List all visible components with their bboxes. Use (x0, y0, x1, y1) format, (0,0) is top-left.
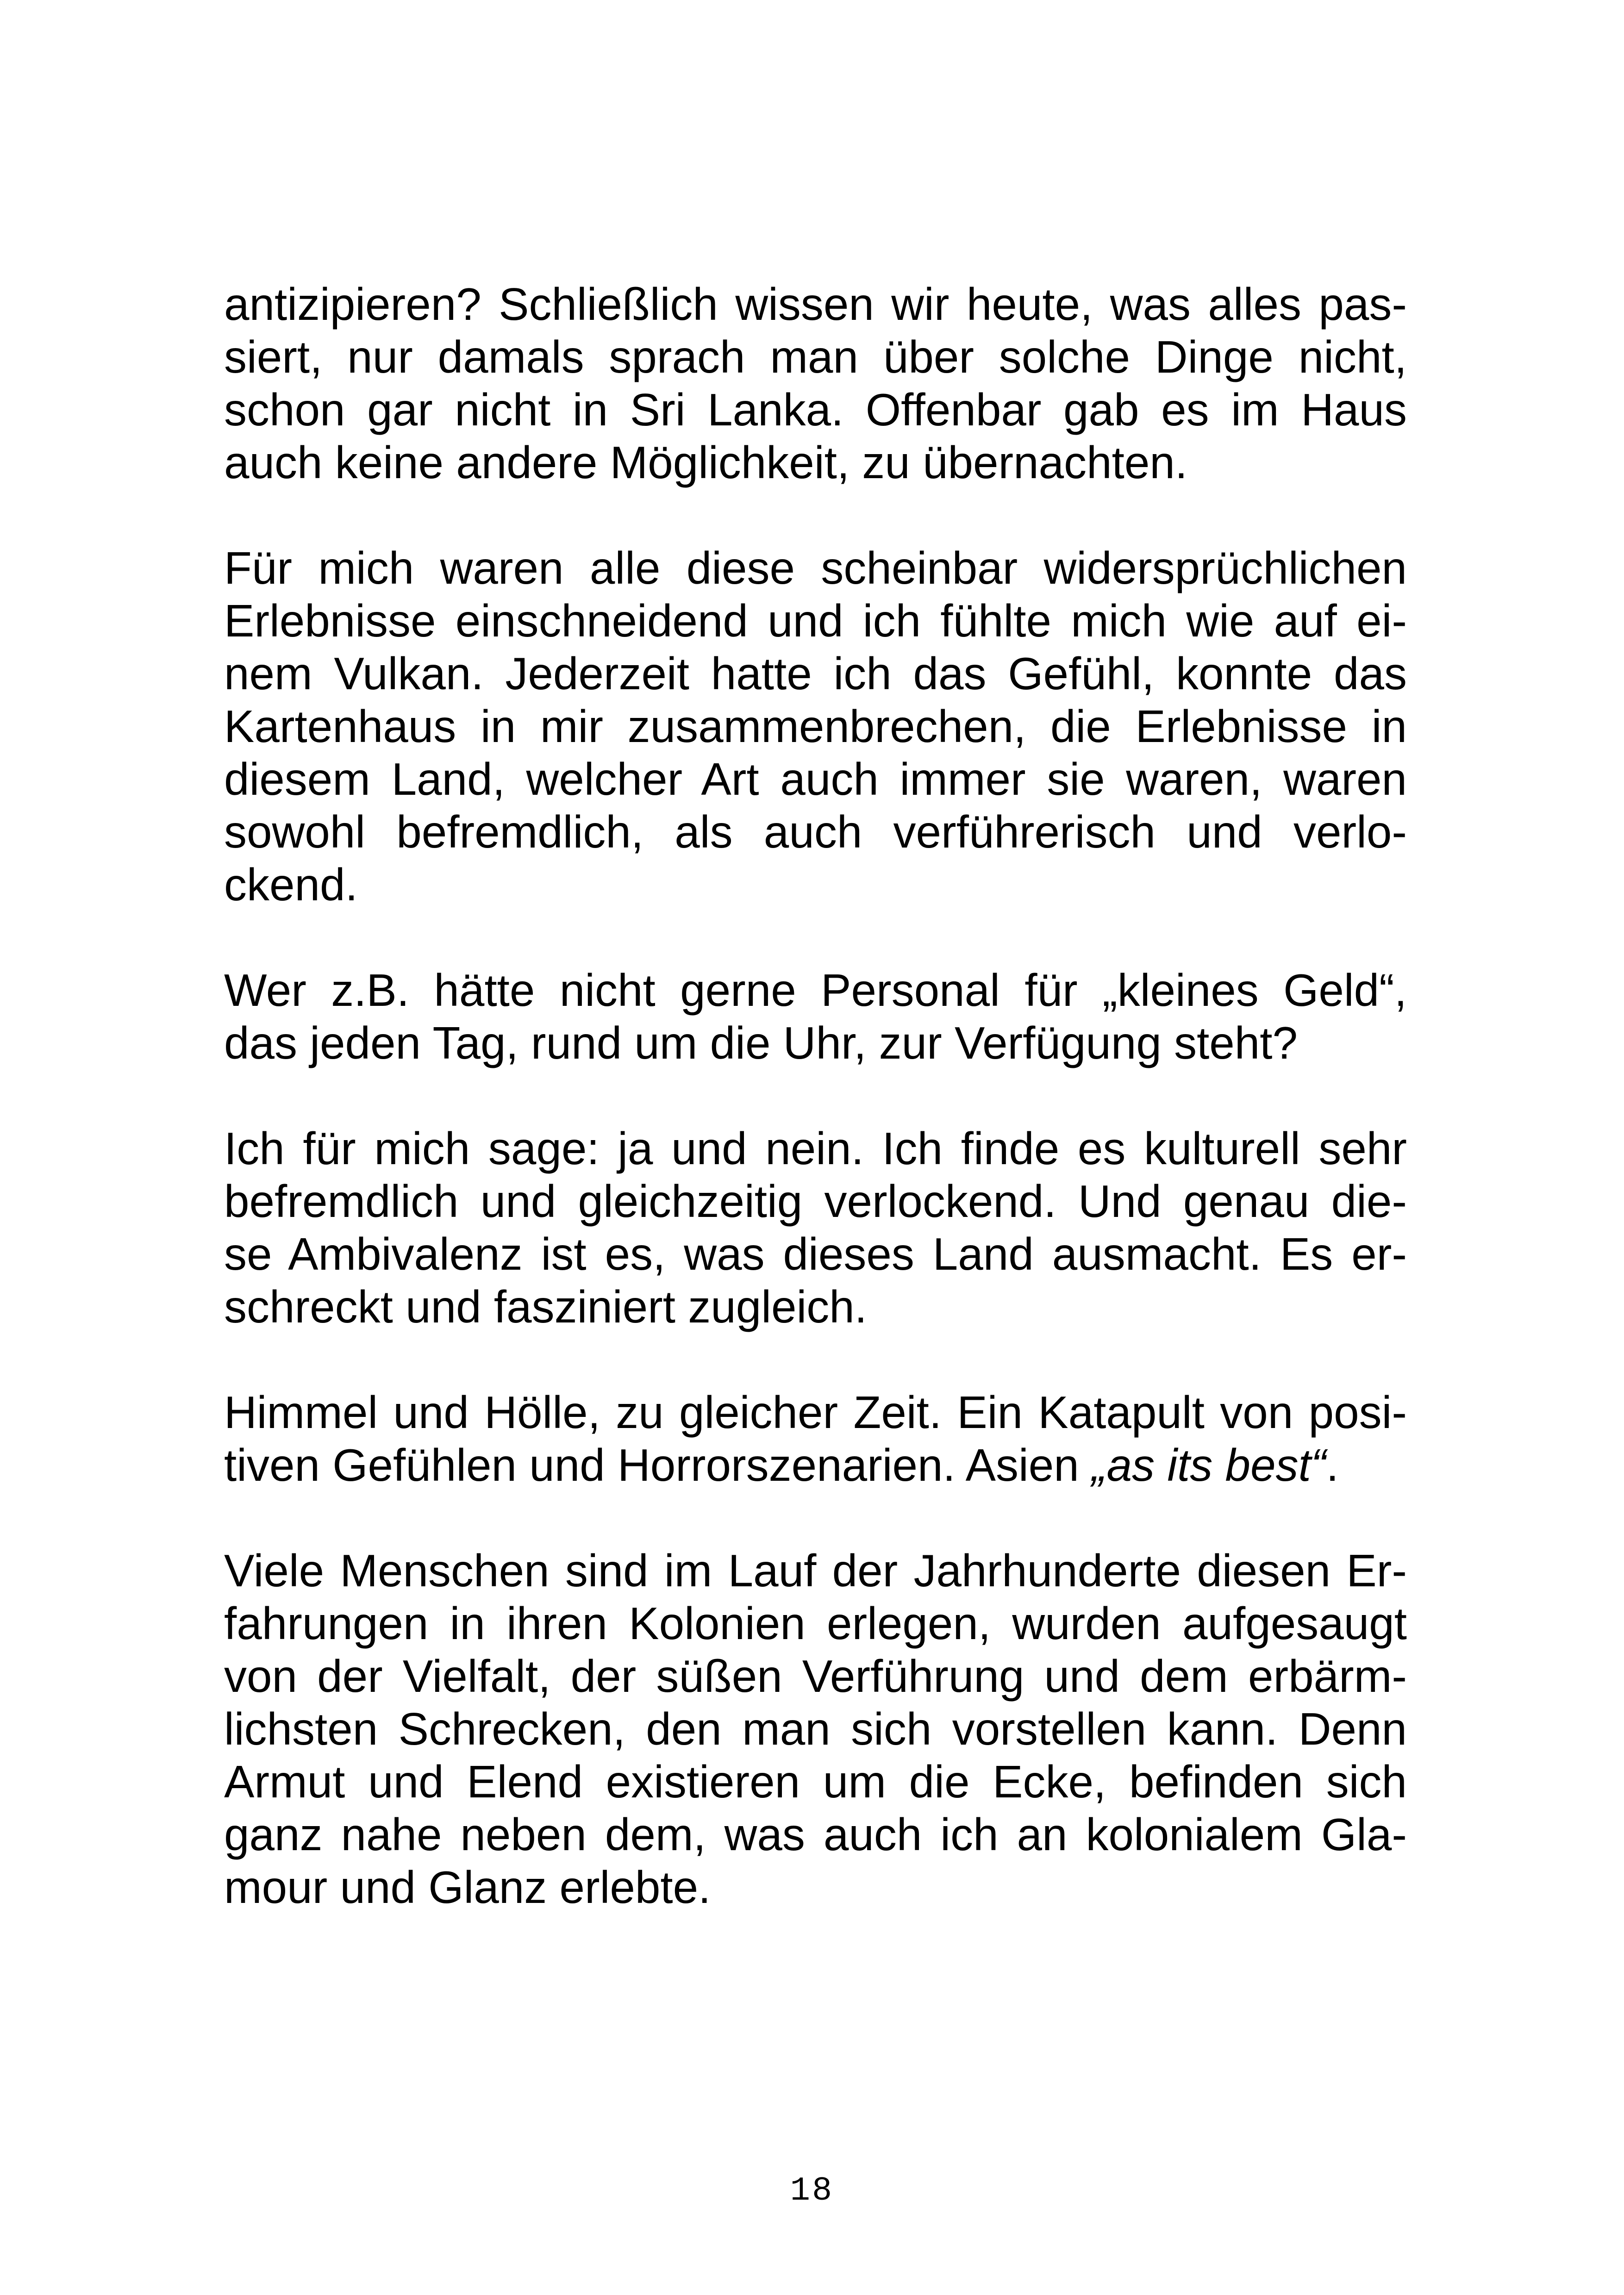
text-line: Ich für mich sage: ja und nein. Ich finde es kulturell sehr (224, 1123, 1407, 1174)
text-segment: tiven Gefühlen und Horrorszenarien. Asien (224, 1440, 1092, 1491)
text-line: lichsten Schrecken, den man sich vorstellen kann. Denn (224, 1703, 1407, 1754)
text-line: von der Vielfalt, der süßen Verführung und dem erbärm- (224, 1651, 1407, 1702)
page-number: 18 (790, 2172, 834, 2210)
text-line: schreckt und fasziniert zugleich. (224, 1281, 867, 1332)
text-segment: . (1326, 1440, 1339, 1491)
text-line (224, 1439, 1407, 1491)
text-line: sowohl befremdlich, als auch verführerisch und verlo- (224, 806, 1407, 857)
text-line: Viele Menschen sind im Lauf der Jahrhunderte diesen Er- (224, 1545, 1407, 1596)
body-text (224, 278, 1407, 1914)
text-line: Armut und Elend existieren um die Ecke, befinden sich (224, 1756, 1407, 1807)
text-line: se Ambivalenz ist es, was dieses Land ausmacht. Es er- (224, 1229, 1407, 1279)
paragraph-4 (224, 1122, 1407, 1333)
text-line: mour und Glanz erlebte. (224, 1862, 711, 1913)
text-line: Erlebnisse einschneidend und ich fühlte mich wie auf ei- (224, 595, 1407, 646)
text-line: das jeden Tag, rund um die Uhr, zur Verfügung steht? (224, 1017, 1298, 1068)
paragraph-1 (224, 278, 1407, 489)
text-line: diesem Land, welcher Art auch immer sie waren, waren (224, 754, 1407, 804)
text-line: siert, nur damals sprach man über solche Dinge nicht, (224, 331, 1407, 382)
text-line: Wer z.B. hätte nicht gerne Personal für „kleines Geld“, (224, 965, 1407, 1016)
text-line: ckend. (224, 859, 358, 910)
paragraph-3 (224, 964, 1407, 1069)
paragraph-2 (224, 542, 1407, 911)
text-line: auch keine andere Möglichkeit, zu übernachten. (224, 437, 1188, 488)
text-line: fahrungen in ihren Kolonien erlegen, wurden aufgesaugt (224, 1598, 1407, 1649)
text-line: Für mich waren alle diese scheinbar widersprüchlichen (224, 543, 1407, 593)
text-line: schon gar nicht in Sri Lanka. Offenbar gab es im Haus (224, 384, 1407, 435)
text-line: Himmel und Hölle, zu gleicher Zeit. Ein Katapult von posi- (224, 1387, 1407, 1438)
text-line: nem Vulkan. Jederzeit hatte ich das Gefühl, konnte das (224, 648, 1407, 699)
text-line: ganz nahe neben dem, was auch ich an kolonialem Gla- (224, 1809, 1407, 1860)
italic-phrase: „as its best“ (1091, 1440, 1326, 1491)
text-line: Kartenhaus in mir zusammenbrechen, die Erlebnisse in (224, 701, 1407, 752)
paragraph-6 (224, 1544, 1407, 1914)
text-line: befremdlich und gleichzeitig verlockend. Und genau die- (224, 1176, 1407, 1227)
text-line: antizipieren? Schließlich wissen wir heute, was alles pas- (224, 279, 1407, 330)
paragraph-5 (224, 1386, 1407, 1491)
